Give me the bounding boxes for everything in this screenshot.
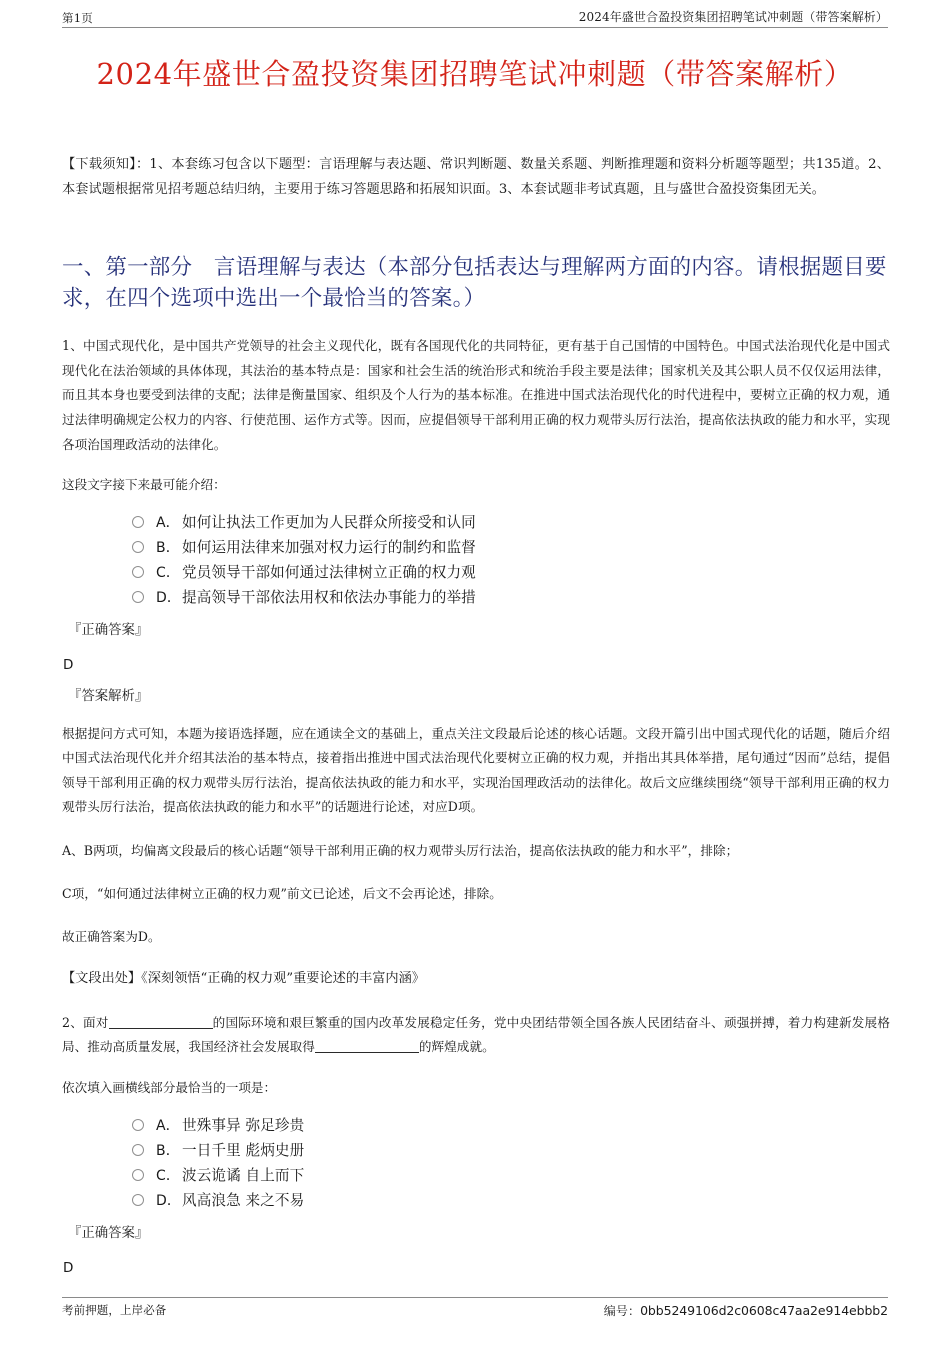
- option-d[interactable]: [132, 1187, 890, 1212]
- question-block: [62, 334, 890, 991]
- option-text: 世殊事异 弥足珍贵: [182, 1117, 305, 1135]
- options-list: [62, 509, 890, 609]
- radio-button-icon[interactable]: [132, 541, 144, 553]
- question-stem-part-2: 的国际环境和艰巨繁重的国内改革发展稳定任务，党中央团结带领全国各族人民团结奋斗、顽强拼搏，着力构建新发展格局、推动高质量发展，我国经济社会发展取得: [62, 1014, 890, 1055]
- option-d[interactable]: [132, 584, 890, 609]
- analysis-paragraph: A、B两项，均偏离文段最后的核心话题“领导干部利用正确的权力观带头厉行法治，提高依法执政的能力和水平”，排除；: [62, 842, 739, 858]
- radio-button-icon[interactable]: [132, 1144, 144, 1156]
- option-text: 波云诡谲 自上而下: [182, 1167, 305, 1185]
- option-letter: D．: [156, 1192, 181, 1209]
- option-c[interactable]: [132, 559, 890, 584]
- option-letter: C．: [156, 564, 180, 581]
- correct-answer-label: 『正确答案』: [68, 1226, 149, 1242]
- radio-button-icon[interactable]: [132, 566, 144, 578]
- question-stem-part-3: 的辉煌成就。: [418, 1039, 495, 1055]
- options-list: [62, 1112, 890, 1212]
- document-code: [604, 1302, 888, 1319]
- option-letter: B．: [156, 539, 180, 556]
- analysis-conclusion: 故正确答案为D。: [62, 928, 161, 944]
- question-stem: [62, 1011, 890, 1060]
- option-b[interactable]: [132, 1137, 890, 1162]
- option-letter: A．: [156, 514, 180, 531]
- option-text: 党员领导干部如何通过法律树立正确的权力观: [182, 564, 476, 582]
- section-heading: 一、第一部分 言语理解与表达（本部分包括表达与理解两方面的内容。请根据题目要求，在四个选项中选出一个最恰当的答案。）: [62, 255, 887, 312]
- correct-answer-value: D: [63, 1259, 74, 1276]
- option-text: 风高浪急 来之不易: [182, 1192, 305, 1210]
- correct-answer-value: D: [63, 656, 74, 673]
- running-footer: [62, 1297, 888, 1319]
- fill-blank-2: [315, 1052, 419, 1053]
- download-notice: 【下载须知】：1、本套练习包含以下题型：言语理解与表达题、常识判断题、数量关系题、判断推理题和资料分析题等题型；共135道。2、本套试题根据常见招考题总结归纳，主要用于练习答题思路和拓展知识面。3、本套试题非考试真题，且与盛世合盈投资集团无关。: [62, 157, 890, 197]
- question-block: [62, 1011, 890, 1277]
- option-text: 如何运用法律来加强对权力运行的制约和监督: [182, 539, 476, 557]
- radio-button-icon[interactable]: [132, 1119, 144, 1131]
- question-stem-part-1: 2、面对: [62, 1014, 109, 1030]
- document-code-value: 0bb5249106d2c0608c47aa2e914ebbb2: [640, 1303, 888, 1318]
- option-letter: D．: [156, 589, 181, 606]
- radio-button-icon[interactable]: [132, 1169, 144, 1181]
- analysis-paragraph: 根据提问方式可知，本题为接语选择题，应在通读全文的基础上，重点关注文段最后论述的核心话题。文段开篇引出中国式现代化的话题，随后介绍中国式法治现代化并介绍其法治的基本特点，接着指出推进中国式法治现代化要树立正确的权力观，并指出其具体举措，尾句通过“因而”总结，提倡领导干部利用正确的权力观带头厉行法治，提高依法执政的能力和水平，实现治国理政活动的法律化。故后文应继续围绕“领导干部利用正确的权力观带头厉行法治，提高依法执政的能力和水平”的话题进行论述，对应D项。: [62, 725, 890, 815]
- option-text: 提高领导干部依法用权和依法办事能力的举措: [182, 589, 476, 607]
- question-stem: 1、中国式现代化，是中国共产党领导的社会主义现代化，既有各国现代化的共同特征，更有基于自己国情的中国特色。中国式法治现代化是中国式现代化在法治领域的具体体现，其法治的基本特点是：国家和社会生活的统治形式和统治手段主要是法律；国家机关及其公职人员不仅仅运用法律，而且其本身也要受到法律的支配；法律是衡量国家、组织及个人行为的基本标准。在推进中国式法治现代化的时代进程中，要树立正确的权力观，通过法律明确规定公权力的内容、行使范围、运作方式等。因而，应提倡领导干部利用正确的权力观带头厉行法治，提高依法执政的能力和水平，实现各项治国理政活动的法律化。: [62, 338, 890, 452]
- correct-answer-label: 『正确答案』: [68, 623, 149, 639]
- option-c[interactable]: [132, 1162, 890, 1187]
- passage-source: 【文段出处】《深刻领悟“正确的权力观”重要论述的丰富内涵》: [62, 971, 425, 987]
- analysis-paragraph: C项，“如何通过法律树立正确的权力观”前文已论述，后文不会再论述，排除。: [62, 885, 502, 901]
- running-title: 2024年盛世合盈投资集团招聘笔试冲刺题（带答案解析）: [578, 10, 888, 24]
- footer-slogan: 考前押题，上岸必备: [62, 1303, 167, 1317]
- question-prompt: 依次填入画横线部分最恰当的一项是：: [62, 1079, 277, 1095]
- option-letter: C．: [156, 1167, 180, 1184]
- document-code-label: 编号：: [603, 1304, 641, 1318]
- running-header: [62, 0, 888, 28]
- option-letter: B．: [156, 1142, 180, 1159]
- radio-button-icon[interactable]: [132, 516, 144, 528]
- fill-blank-1: [109, 1028, 213, 1029]
- answer-analysis-label: 『答案解析』: [68, 689, 149, 705]
- document-body: [62, 93, 890, 1297]
- option-letter: A．: [156, 1117, 180, 1134]
- option-text: 如何让执法工作更加为人民群众所接受和认同: [182, 514, 476, 532]
- option-a[interactable]: [132, 1112, 890, 1137]
- page-number-label: 第1页: [62, 10, 93, 25]
- question-prompt: 这段文字接下来最可能介绍：: [62, 477, 226, 493]
- option-b[interactable]: [132, 534, 890, 559]
- radio-button-icon[interactable]: [132, 1194, 144, 1206]
- option-text: 一日千里 彪炳史册: [182, 1142, 305, 1160]
- radio-button-icon[interactable]: [132, 591, 144, 603]
- page-title: 2024年盛世合盈投资集团招聘笔试冲刺题（带答案解析）: [96, 57, 854, 92]
- option-a[interactable]: [132, 509, 890, 534]
